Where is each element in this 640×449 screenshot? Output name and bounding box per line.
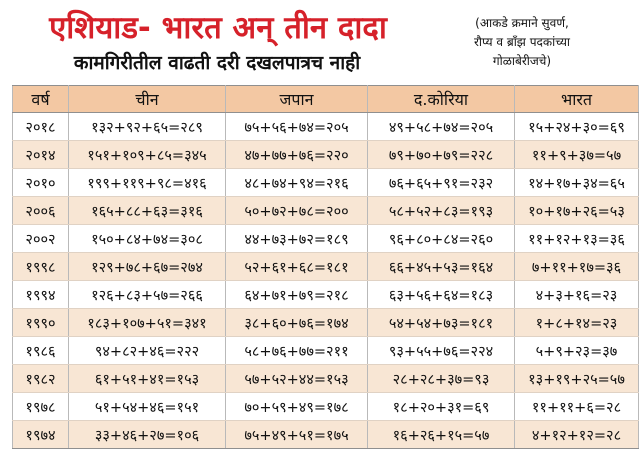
south-korea-cell: ५४+५४+७३=१८१ (368, 309, 515, 337)
south-korea-cell: ६६+४५+५३=१६४ (368, 253, 515, 281)
china-cell: १५०+८४+७४=३०८ (69, 225, 226, 253)
india-cell: १५+२४+३०=६९ (515, 113, 639, 141)
china-cell: १३२+९२+६५=२८९ (69, 113, 226, 141)
year-cell: २००२ (13, 225, 69, 253)
india-cell: ११+११+६=२८ (515, 393, 639, 421)
south-korea-cell: १६+२६+१५=५७ (368, 421, 515, 449)
table-row (13, 113, 639, 141)
medal-table (12, 85, 639, 449)
table-row (13, 365, 639, 393)
india-cell: ५+९+२३=३७ (515, 337, 639, 365)
header-india: भारत (515, 86, 639, 113)
table-row (13, 421, 639, 449)
legend-note (412, 14, 632, 71)
year-cell: १९७८ (13, 393, 69, 421)
header-china: चीन (69, 86, 226, 113)
india-cell: ११+९+३७=५७ (515, 141, 639, 169)
india-cell: ४+३+१६=२३ (515, 281, 639, 309)
year-cell: १९८६ (13, 337, 69, 365)
header-japan: जपान (226, 86, 368, 113)
india-cell: ४+१२+१२=२८ (515, 421, 639, 449)
japan-cell: ६४+७१+७९=२१८ (226, 281, 368, 309)
india-cell: १+८+१४=२३ (515, 309, 639, 337)
japan-cell: ५०+७२+७८=२०० (226, 197, 368, 225)
south-korea-cell: ५८+५२+८३=१९३ (368, 197, 515, 225)
china-cell: १६५+८८+६३=३१६ (69, 197, 226, 225)
india-cell: ७+११+१७=३६ (515, 253, 639, 281)
india-cell: १३+१९+२५=५७ (515, 365, 639, 393)
legend-note-line: (आकडे क्रमाने सुवर्ण, (475, 16, 569, 30)
china-cell: १२६+८३+५७=२६६ (69, 281, 226, 309)
china-cell: ६१+५१+४१=१५३ (69, 365, 226, 393)
india-cell: ११+१२+१३=३६ (515, 225, 639, 253)
table-row (13, 197, 639, 225)
year-cell: १९९८ (13, 253, 69, 281)
japan-cell: ७५+५६+७४=२०५ (226, 113, 368, 141)
table-row (13, 169, 639, 197)
table-row (13, 309, 639, 337)
japan-cell: ४७+७७+७६=२२० (226, 141, 368, 169)
south-korea-cell: ६३+५६+६४=१८३ (368, 281, 515, 309)
table-header-row (13, 86, 639, 113)
japan-cell: ५७+५२+४४=१५३ (226, 365, 368, 393)
india-cell: १४+१७+३४=६५ (515, 169, 639, 197)
year-cell: २००६ (13, 197, 69, 225)
table-row (13, 141, 639, 169)
japan-cell: ७५+४९+५१=१७५ (226, 421, 368, 449)
legend-note-line: गोळाबेरीजचे) (492, 54, 552, 68)
header-year: वर्ष (13, 86, 69, 113)
japan-cell: ५८+७६+७७=२११ (226, 337, 368, 365)
china-cell: १९९+११९+९८=४१६ (69, 169, 226, 197)
japan-cell: ४४+७३+७२=१८९ (226, 225, 368, 253)
year-cell: २०१८ (13, 113, 69, 141)
table-row (13, 253, 639, 281)
china-cell: १२९+७८+६७=२७४ (69, 253, 226, 281)
south-korea-cell: १८+२०+३१=६९ (368, 393, 515, 421)
japan-cell: ४८+७४+९४=२१६ (226, 169, 368, 197)
table-row (13, 337, 639, 365)
south-korea-cell: २८+२८+३७=९३ (368, 365, 515, 393)
year-cell: १९७४ (13, 421, 69, 449)
china-cell: १८३+१०७+५१=३४१ (69, 309, 226, 337)
table-body (13, 113, 639, 449)
south-korea-cell: ४९+५८+७४=२०५ (368, 113, 515, 141)
japan-cell: ५२+६१+६८=१८१ (226, 253, 368, 281)
south-korea-cell: ९३+५५+७६=२२४ (368, 337, 515, 365)
year-cell: १९९० (13, 309, 69, 337)
legend-note-line: रौप्य व ब्रॉंझ पदकांच्या (473, 35, 571, 49)
table-row (13, 281, 639, 309)
india-cell: १०+१७+२६=५३ (515, 197, 639, 225)
year-cell: १९८२ (13, 365, 69, 393)
china-cell: ५१+५४+४६=१५१ (69, 393, 226, 421)
page-subtitle: कामगिरीतील वाढती दरी दखलपात्रच नाही (73, 52, 361, 74)
year-cell: २०१४ (13, 141, 69, 169)
south-korea-cell: ९६+८०+८४=२६० (368, 225, 515, 253)
table-row (13, 393, 639, 421)
japan-cell: ७०+५९+४९=१७८ (226, 393, 368, 421)
china-cell: ९४+८२+४६=२२२ (69, 337, 226, 365)
year-cell: २०१० (13, 169, 69, 197)
table-row (13, 225, 639, 253)
south-korea-cell: ७६+६५+९१=२३२ (368, 169, 515, 197)
china-cell: ३३+४६+२७=१०६ (69, 421, 226, 449)
header-south-korea: द.कोरिया (368, 86, 515, 113)
china-cell: १५१+१०९+८५=३४५ (69, 141, 226, 169)
south-korea-cell: ७९+७०+७९=२२८ (368, 141, 515, 169)
page-title: एशियाड- भारत अन् तीन दादा (49, 10, 387, 46)
japan-cell: ३८+६०+७६=१७४ (226, 309, 368, 337)
year-cell: १९९४ (13, 281, 69, 309)
